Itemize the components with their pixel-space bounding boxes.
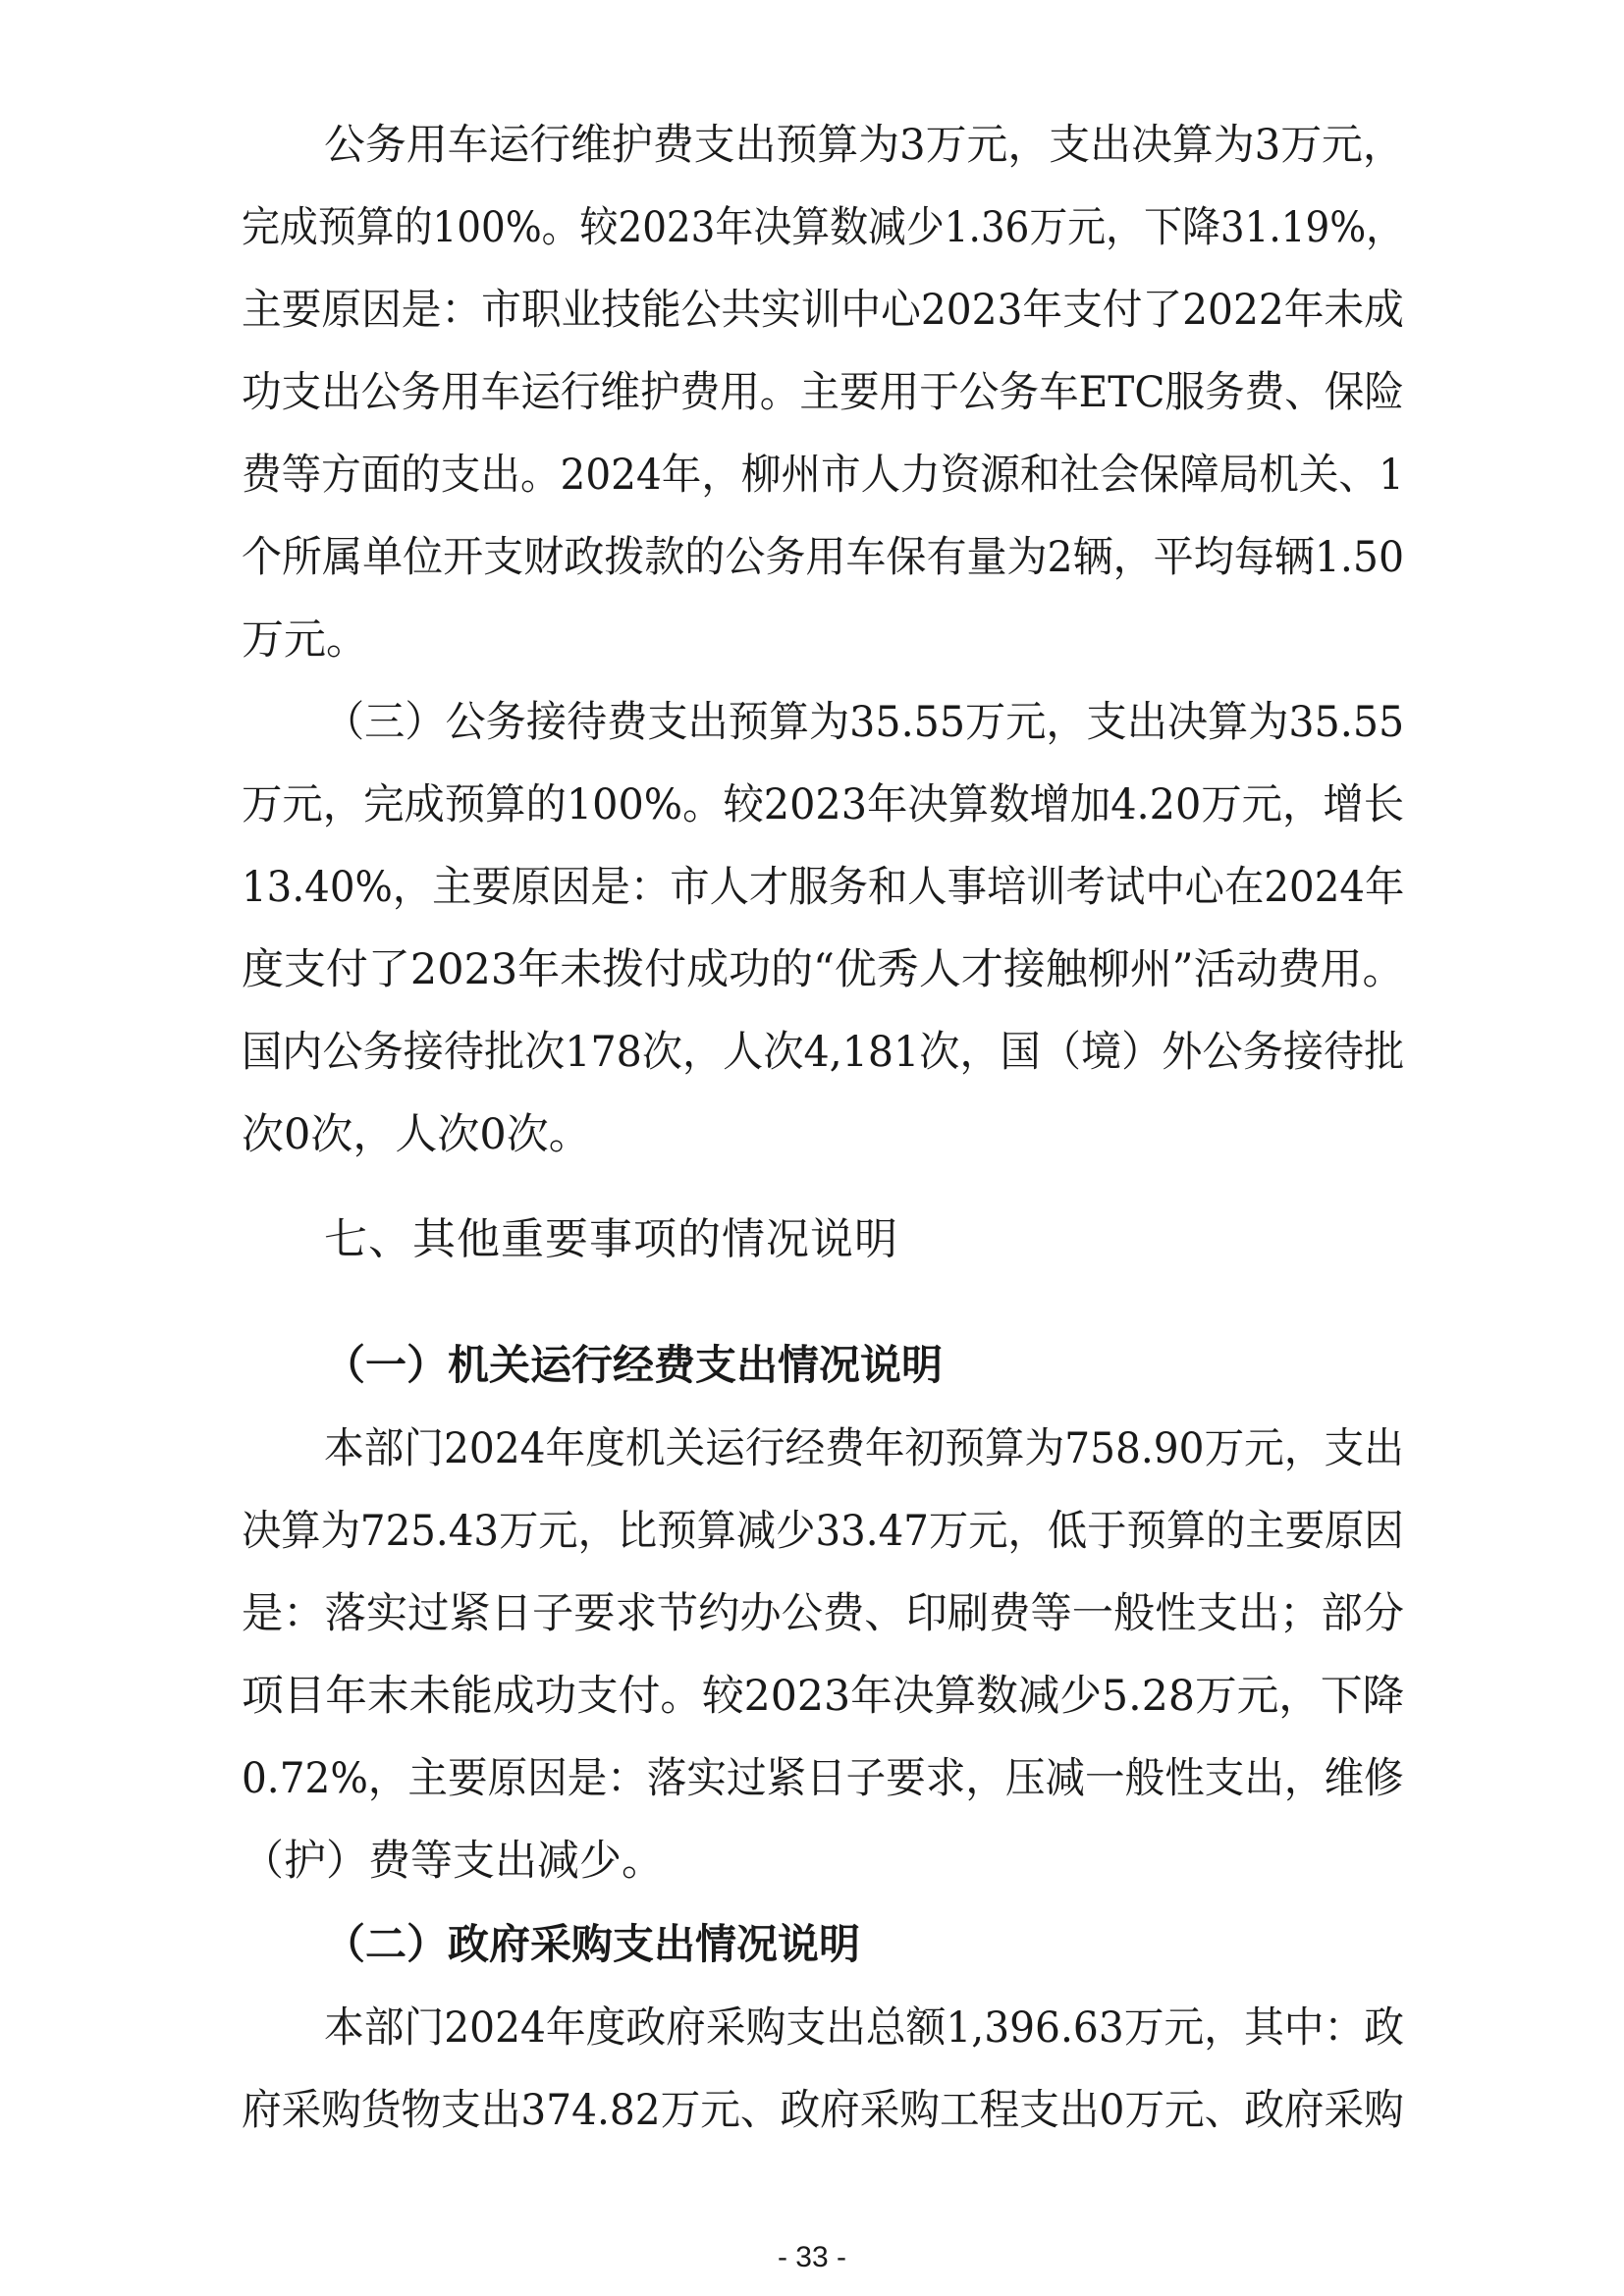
subsection-heading: （二）政府采购支出情况说明 (324, 1920, 861, 1968)
text-line: 本部门2024年度政府采购支出总额1,396.63万元，其中：政 (324, 2003, 1404, 2053)
text-line: 功支出公务用车运行维护费用。主要用于公务车ETC服务费、保险 (242, 368, 1405, 417)
text-line: 本部门2024年度机关运行经费年初预算为758.90万元，支出 (324, 1424, 1404, 1473)
text-line: 万元，完成预算的100%。较2023年决算数增加4.20万元，增长 (242, 780, 1405, 829)
text-line: 费等方面的支出。2024年，柳州市人力资源和社会保障局机关、1 (242, 451, 1404, 500)
text-line: 公务用车运行维护费支出预算为3万元，支出决算为3万元， (324, 121, 1404, 170)
text-line: 0.72%，主要原因是：落实过紧日子要求，压减一般性支出，维修 (242, 1754, 1404, 1803)
text-line: 次0次，人次0次。 (242, 1110, 591, 1159)
text-line: 万元。 (242, 615, 368, 665)
text-line: 完成预算的100%。较2023年决算数减少1.36万元，下降31.19%， (242, 203, 1405, 252)
text-line: 13.40%，主要原因是：市人才服务和人事培训考试中心在2024年 (242, 863, 1405, 912)
text-line: 项目年末未能成功支付。较2023年决算数减少5.28万元，下降 (242, 1672, 1405, 1721)
text-line: （护）费等支出减少。 (242, 1837, 664, 1886)
section-heading: 七、其他重要事项的情况说明 (324, 1214, 898, 1264)
page-number: - 33 - (777, 2241, 847, 2273)
text-line: 度支付了2023年未拨付成功的“优秀人才接触柳州”活动费用。 (242, 945, 1405, 994)
text-line: 国内公务接待批次178次，人次4,181次，国（境）外公务接待批 (242, 1028, 1405, 1077)
text-line: 是：落实过紧日子要求节约办公费、印刷费等一般性支出；部分 (242, 1589, 1405, 1638)
subsection-heading: （一）机关运行经费支出情况说明 (324, 1341, 944, 1389)
text-line: 个所属单位开支财政拨款的公务用车保有量为2辆，平均每辆1.50 (242, 533, 1405, 582)
text-line: 主要原因是：市职业技能公共实训中心2023年支付了2022年未成 (242, 286, 1404, 335)
text-line: 府采购货物支出374.82万元、政府采购工程支出0万元、政府采购 (242, 2086, 1404, 2135)
text-line: 决算为725.43万元，比预算减少33.47万元，低于预算的主要原因 (242, 1507, 1404, 1556)
text-line: （三）公务接待费支出预算为35.55万元，支出决算为35.55 (324, 698, 1405, 747)
